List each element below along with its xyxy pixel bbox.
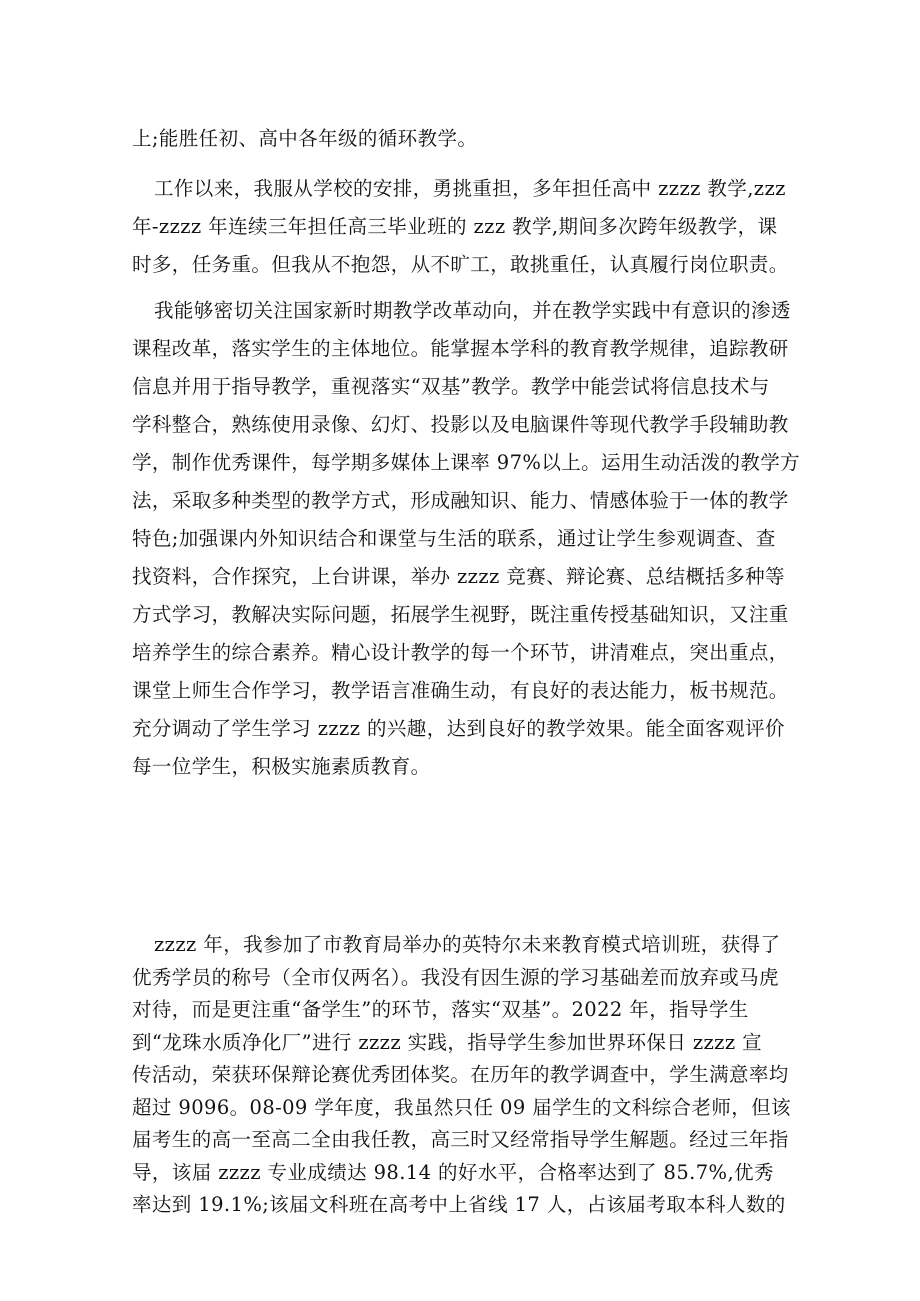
text-line: 超过 9096。08-09 学年度，我虽然只任 09 届学生的文科综合老师，但该 xyxy=(132,1095,791,1119)
text-line: 每一位学生，积极实施素质教育。 xyxy=(132,755,431,778)
text-line: 到“龙珠水质净化厂”进行 zzzz 实践，指导学生参加世界环保日 zzzz 宣 xyxy=(132,1030,763,1054)
paragraph-achievements xyxy=(132,929,802,1222)
text-line: zzzz 年，我参加了市教育局举办的英特尔未来教育模式培训班，获得了 xyxy=(154,933,781,956)
text-line: 信息并用于指导教学，重视落实“双基”教学。教学中能尝试将信息技术与 xyxy=(132,375,770,398)
paragraph-teaching-reform xyxy=(132,292,802,786)
text-line: 课程改革，落实学生的主体地位。能掌握本学科的教育教学规律，追踪教研 xyxy=(132,337,789,360)
text-line: 特色;加强课内外知识结合和课堂与生活的联系，通过让学生参观调查、查 xyxy=(132,527,776,550)
text-line: 年-zzzz 年连续三年担任高三毕业班的 zzz 教学,期间多次跨年级教学，课 xyxy=(132,215,778,238)
text-line: 学科整合，熟练使用录像、幻灯、投影以及电脑课件等现代教学手段辅助教 xyxy=(132,413,789,436)
text-line: 导，该届 zzzz 专业成绩达 98.14 的好水平，合格率达到了 85.7%,优秀 xyxy=(132,1160,774,1184)
text-line: 方式学习，教解决实际问题，拓展学生视野，既注重传授基础知识，又注重 xyxy=(132,603,789,626)
text-line: 时多，任务重。但我从不抱怨，从不旷工，敢挑重任，认真履行岗位职责。 xyxy=(132,253,789,276)
text-line: 工作以来，我服从学校的安排，勇挑重担，多年担任高中 zzzz 教学,zzz xyxy=(154,177,786,200)
text-line: 率达到 19.1%;该届文科班在高考中上省线 17 人，占该届考取本科人数的 xyxy=(132,1193,786,1216)
text-line: 对待，而是更注重“备学生”的环节，落实“双基”。2022 年，指导学生 xyxy=(132,998,749,1021)
text-line: 上;能胜任初、高中各年级的循环教学。 xyxy=(132,127,478,150)
text-line: 优秀学员的称号（全市仅两名）。我没有因生源的学习基础差而放弃或马虎 xyxy=(132,965,779,989)
text-line: 充分调动了学生学习 zzzz 的兴趣，达到良好的教学效果。能全面客观评价 xyxy=(132,717,785,740)
paragraph-work-duties xyxy=(132,170,802,284)
text-line: 传活动，荣获环保辩论赛优秀团体奖。在历年的教学调查中，学生满意率均 xyxy=(132,1063,789,1086)
text-line: 课堂上师生合作学习，教学语言准确生动，有良好的表达能力，板书规范。 xyxy=(132,679,789,702)
text-line: 培养学生的综合素养。精心设计教学的每一个环节，讲清难点，突出重点， xyxy=(132,641,789,664)
text-line: 我能够密切关注国家新时期教学改革动向，并在教学实践中有意识的渗透 xyxy=(154,299,791,322)
text-line: 法，采取多种类型的教学方式，形成融知识、能力、情感体验于一体的教学 xyxy=(132,489,789,512)
text-line: 学，制作优秀课件，每学期多媒体上课率 97%以上。运用生动活泼的教学方 xyxy=(132,451,801,474)
text-line: 找资料，合作探究，上台讲课，举办 zzzz 竞赛、辩论赛、总结概括多种等 xyxy=(132,565,785,588)
text-line: 届考生的高一至高二全由我任教，高三时又经常指导学生解题。经过三年指 xyxy=(132,1128,789,1151)
paragraph-continuation xyxy=(132,120,802,158)
